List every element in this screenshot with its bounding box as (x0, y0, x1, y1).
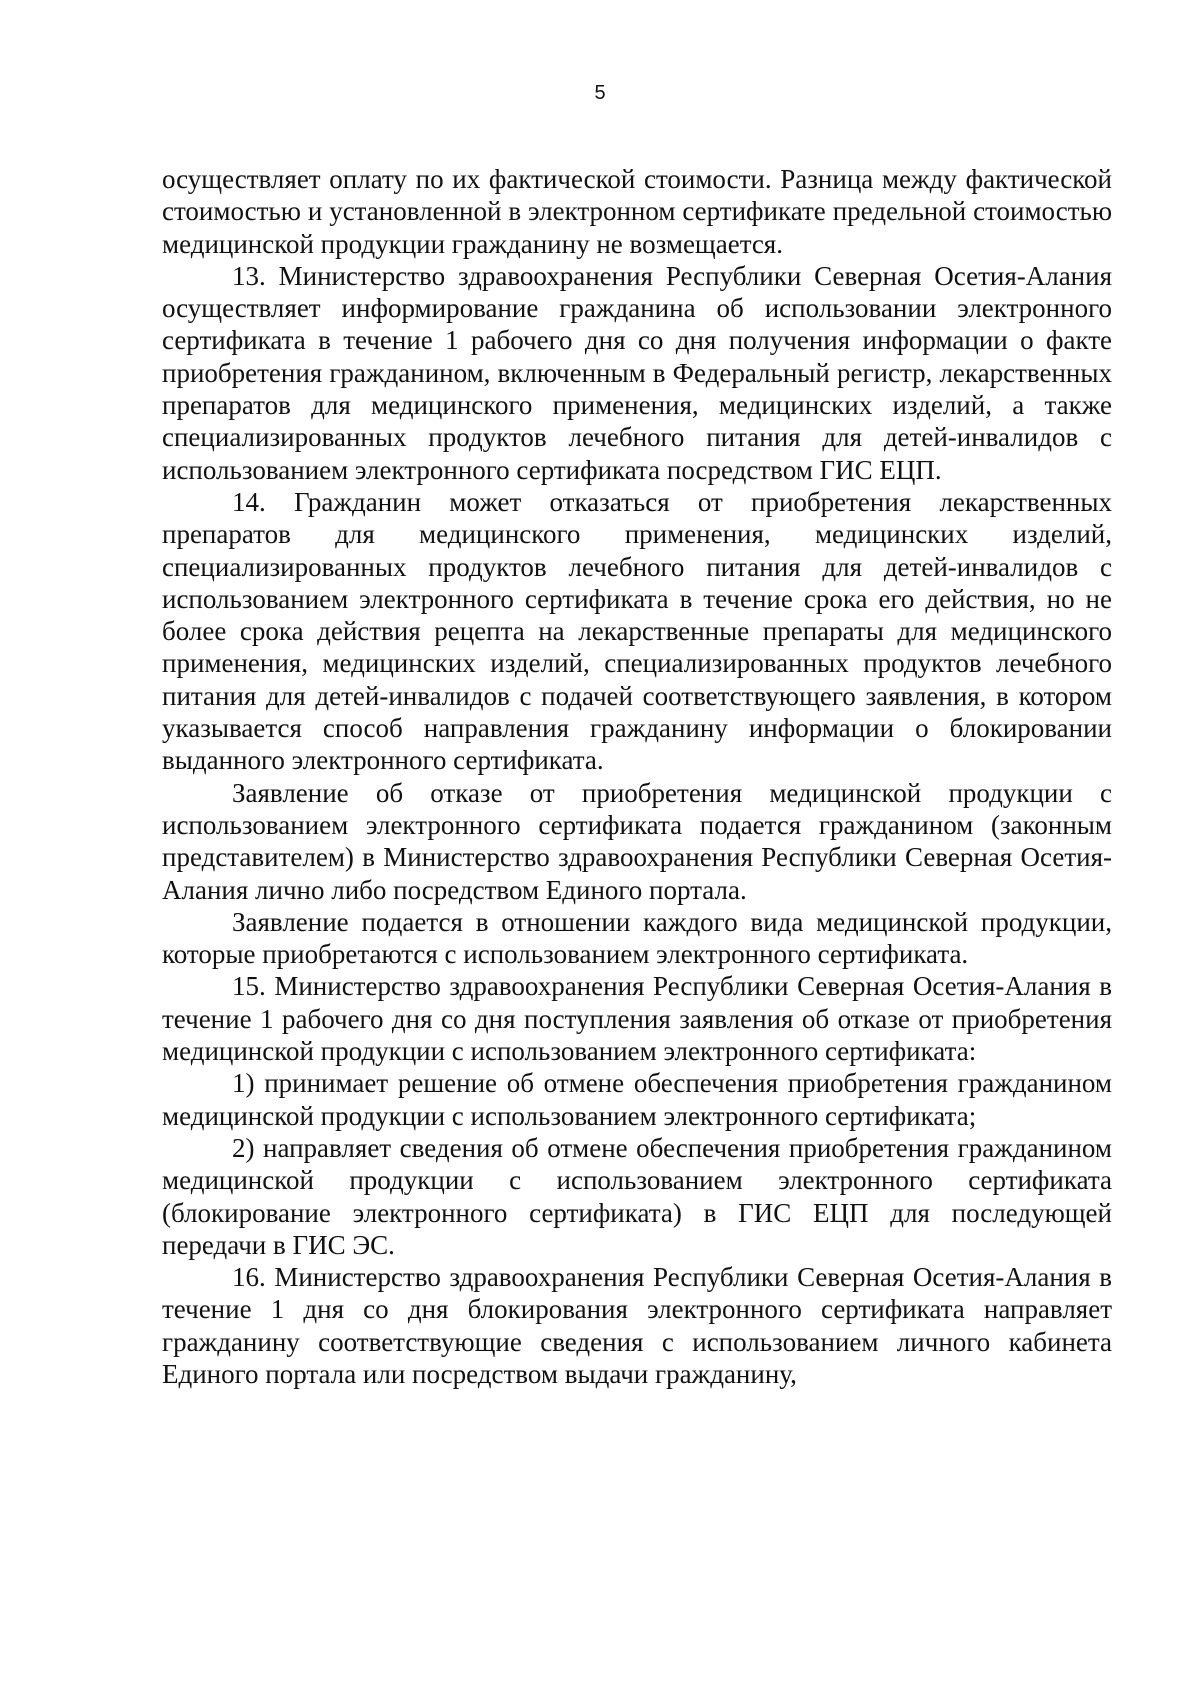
paragraph: осуществляет оплату по их фактической стоимости. Разница между фактической стоимостью и установленной в электронном сертификате предельной стоимостью медицинской продукции гражданину не возмещается. (162, 164, 1112, 259)
document-body (162, 163, 1112, 1390)
paragraph-item-13: 13. Министерство здравоохранения Республики Северная Осетия-Алания осуществляет информирование гражданина об использовании электронного сертификата в течение 1 рабочего дня со дня получения информации о факте приобретения гражданином, включенным в Федеральный регистр, лекарственных препаратов для медицинского применения, медицинских изделий, а также специализированных продуктов лечебного питания для детей-инвалидов с использованием электронного сертификата посредством ГИС ЕЦП. (162, 260, 1112, 485)
sub-item-2: 2) направляет сведения об отмене обеспечения приобретения гражданином медицинской продукции с использованием электронного сертификата (блокирование электронного сертификата) в ГИС ЕЦП для последующей передачи в ГИС ЭС. (162, 1132, 1112, 1260)
paragraph-item-14: 14. Гражданин может отказаться от приобретения лекарственных препаратов для медицинского применения, медицинских изделий, специализированных продуктов лечебного питания для детей-инвалидов с использованием электронного сертификата в течение срока его действия, но не более срока действия рецепта на лекарственные препараты для медицинского применения, медицинских изделий, специализированных продуктов лечебного питания для детей-инвалидов с подачей соответствующего заявления, в котором указывается способ направления гражданину информации о блокировании выданного электронного сертификата. (162, 486, 1112, 776)
paragraph-item-16: 16. Министерство здравоохранения Республики Северная Осетия-Алания в течение 1 дня со дня блокирования электронного сертификата направляет гражданину соответствующие сведения с использованием личного кабинета Единого портала или посредством выдачи гражданину, (162, 1262, 1112, 1389)
paragraph: Заявление об отказе от приобретения медицинской продукции с использованием электронного сертификата подается гражданином (законным представителем) в Министерство здравоохранения Республики Северная Осетия-Алания лично либо посредством Единого портала. (162, 777, 1112, 905)
page-number: 5 (594, 82, 606, 104)
sub-item-1: 1) принимает решение об отмене обеспечения приобретения гражданином медицинской продукции с использованием электронного сертификата; (162, 1068, 1112, 1131)
paragraph: Заявление подается в отношении каждого вида медицинской продукции, которые приобретаются с использованием электронного сертификата. (162, 906, 1112, 970)
paragraph-item-15: 15. Министерство здравоохранения Республики Северная Осетия-Алания в течение 1 рабочего дня со дня поступления заявления об отказе от приобретения медицинской продукции с использованием электронного сертификата: (162, 971, 1112, 1067)
